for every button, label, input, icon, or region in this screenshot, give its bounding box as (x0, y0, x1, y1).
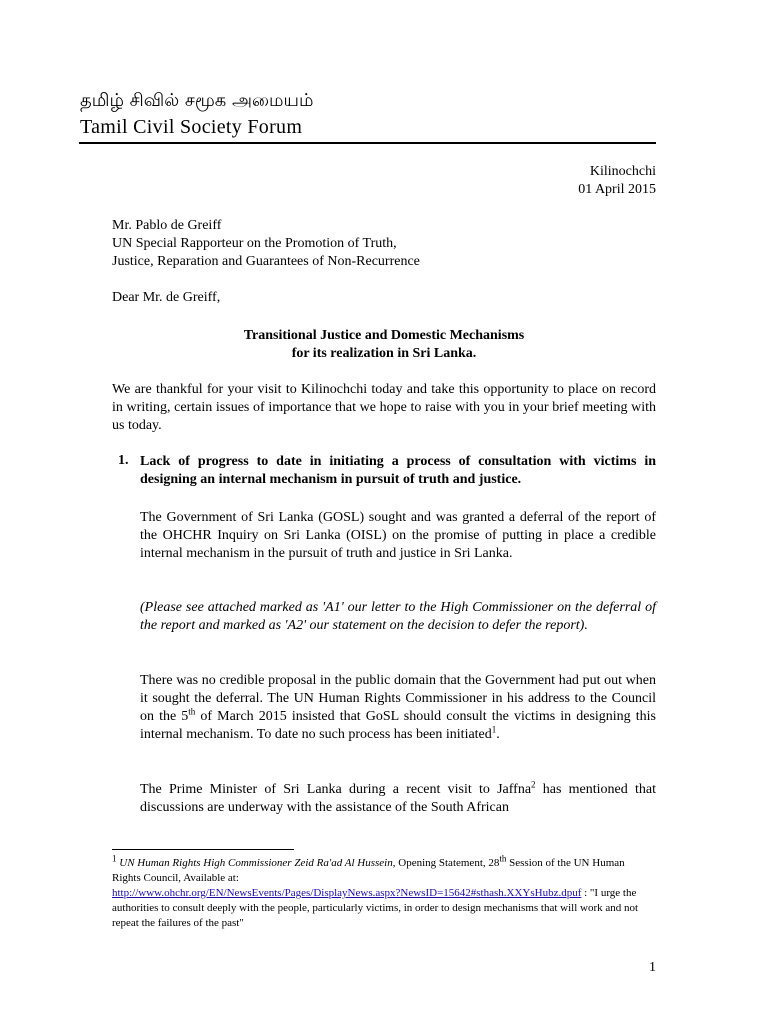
footnote-link[interactable]: http://www.ohchr.org/EN/NewsEvents/Pages/DisplayNews.aspx?NewsID=15642#sthash.XXYsHubz.dpuf (112, 887, 582, 899)
letterhead-divider (79, 142, 656, 144)
para4-text-a: The Prime Minister of Sri Lanka during a recent visit to Jaffna (140, 782, 532, 797)
letterhead-tamil-name: தமிழ் சிவில் சமூக அமையம் (80, 90, 314, 111)
intro-paragraph: We are thankful for your visit to Kilinochchi today and take this opportunity to place on record in writing, certain issues of importance that we hope to raise with you in your brief meeting with us today. (112, 382, 656, 433)
section-paragraph-2: (Please see attached marked as 'A1' our letter to the High Commissioner on the deferral of the report and marked as 'A2' our statement on the decision to defer the report). (140, 600, 656, 633)
footnote-quote: : "I urge the authorities to consult deeply with the people, particularly victims, in order to design mechanisms that will work and not repeat the failures of the past" (112, 887, 639, 929)
footnote-divider (112, 849, 294, 850)
letter-place: Kilinochchi (589, 164, 656, 179)
section-paragraph-3 (140, 672, 656, 744)
recipient-name: Mr. Pablo de Greiff (112, 218, 222, 233)
footnote-text-b: , Opening Statement, 28 (392, 857, 500, 869)
page-number: 1 (649, 960, 656, 975)
footnote-ordinal-sup: th (499, 853, 507, 864)
section-number: 1. (118, 453, 129, 468)
footnote-ref-2[interactable]: 2 (531, 779, 536, 790)
recipient-title-line1: UN Special Rapporteur on the Promotion of Truth, (112, 236, 397, 251)
para3-text-b: of March 2015 insisted that GoSL should consult the victims in designing this internal mechanism. To date no such process has been initiated (140, 709, 656, 742)
section-paragraph-4 (140, 781, 656, 817)
para3-ordinal-sup: th (188, 706, 196, 717)
para4-text-b: has mentioned that discussions are underway with the assistance of the South African (140, 782, 656, 815)
footnote-author: UN Human Rights High Commissioner Zeid Ra'ad Al Hussein (116, 857, 393, 869)
para3-text-c: . (496, 727, 500, 742)
letter-date: 01 April 2015 (578, 182, 656, 197)
subject-line2: for its realization in Sri Lanka. (291, 346, 477, 361)
salutation: Dear Mr. de Greiff, (112, 290, 221, 305)
footnote-marker: 1 (112, 853, 117, 864)
section-heading: Lack of progress to date in initiating a process of consultation with victims in designing an internal mechanism in pursuit of truth and justice. (140, 454, 656, 487)
subject-line1: Transitional Justice and Domestic Mechanisms (243, 328, 525, 343)
letterhead-english-name: Tamil Civil Society Forum (80, 116, 303, 138)
section-paragraph-1: The Government of Sri Lanka (GOSL) sought and was granted a deferral of the report of the OHCHR Inquiry on Sri Lanka (OISL) on the promise of putting in place a credible internal mechanism in the pursuit of truth and justice in Sri Lanka. (140, 510, 656, 561)
footnote-1 (112, 853, 656, 931)
footnote-ref-1[interactable]: 1 (491, 724, 497, 735)
footnote-text-c: Session of the UN Human Rights Council, Available at: (112, 857, 625, 884)
recipient-title-line2: Justice, Reparation and Guarantees of Non-Recurrence (112, 254, 420, 269)
recipient-address (112, 217, 656, 271)
para3-text-a: There was no credible proposal in the public domain that the Government had put out when it sought the deferral. The UN Human Rights Commissioner in his address to the Council on the 5 (140, 673, 656, 724)
letter-place-date (578, 163, 656, 199)
subject-heading (112, 327, 656, 363)
